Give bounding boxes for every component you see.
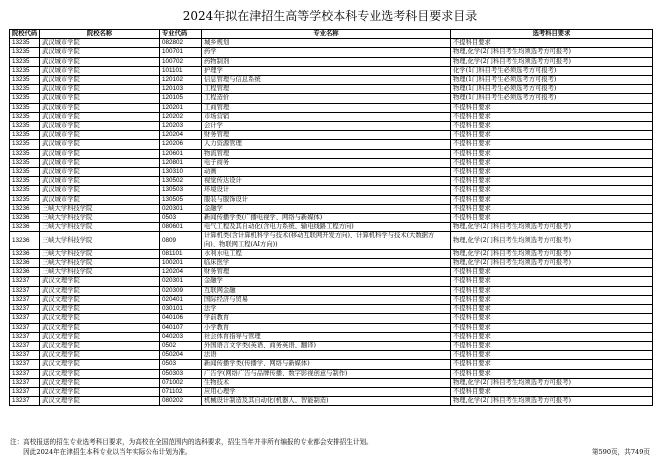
- requirement-cell: 不提科目要求: [451, 332, 653, 341]
- requirement-cell: 不提科目要求: [451, 295, 653, 304]
- requirement-cell: 不提科目要求: [451, 168, 653, 177]
- table-row: [10, 259, 653, 268]
- school-name-cell: 三峡大学科技学院: [40, 249, 160, 258]
- school-code-cell: 13237: [10, 397, 40, 406]
- major-name-cell: 新闻传播学类(广播电视学、网络与新媒体): [202, 214, 451, 223]
- major-code-cell: 040203: [160, 332, 202, 341]
- requirement-cell: 不提科目要求: [451, 268, 653, 277]
- school-name-cell: 武汉文理学院: [40, 295, 160, 304]
- major-code-cell: 130502: [160, 177, 202, 186]
- school-name-cell: 武汉城市学院: [40, 140, 160, 149]
- school-name-cell: 武汉文理学院: [40, 360, 160, 369]
- major-code-cell: 100201: [160, 259, 202, 268]
- major-name-cell: 计算机类(含计算机科学与技术(移动互联网开发方向)、计算机科学与技术(大数据方向)、物联网工程(AI方向)): [202, 232, 451, 249]
- requirement-cell: 不提科目要求: [451, 177, 653, 186]
- school-name-cell: 武汉文理学院: [40, 397, 160, 406]
- table-row: [10, 140, 653, 149]
- requirement-cell: 不提科目要求: [451, 103, 653, 112]
- footnote-line: 因此2024年在津招生本科专业以当年实际公布计划为准。: [10, 448, 192, 456]
- requirement-cell: 不提科目要求: [451, 112, 653, 121]
- requirement-cell: 不提科目要求: [451, 277, 653, 286]
- major-name-cell: 法语: [202, 351, 451, 360]
- major-code-cell: 020401: [160, 295, 202, 304]
- table-row: [10, 149, 653, 158]
- major-code-cell: 071002: [160, 378, 202, 387]
- school-name-cell: 武汉城市学院: [40, 39, 160, 48]
- major-code-cell: 080601: [160, 223, 202, 232]
- major-code-cell: 050303: [160, 369, 202, 378]
- school-name-cell: 武汉城市学院: [40, 195, 160, 204]
- major-name-cell: 生物技术: [202, 378, 451, 387]
- school-code-cell: 13236: [10, 268, 40, 277]
- table-row: [10, 112, 653, 121]
- requirement-cell: 不提科目要求: [451, 186, 653, 195]
- major-name-cell: 临床医学: [202, 259, 451, 268]
- requirement-cell: 不提科目要求: [451, 122, 653, 131]
- school-code-cell: 13237: [10, 332, 40, 341]
- table-row: [10, 305, 653, 314]
- major-code-cell: 120801: [160, 158, 202, 167]
- table-row: [10, 341, 653, 350]
- table-row: [10, 57, 653, 66]
- school-code-cell: 13235: [10, 158, 40, 167]
- requirement-cell: 不提科目要求: [451, 195, 653, 204]
- major-name-cell: 水利水电工程: [202, 249, 451, 258]
- major-code-cell: 020301: [160, 277, 202, 286]
- major-code-cell: 040107: [160, 323, 202, 332]
- school-name-cell: 武汉文理学院: [40, 369, 160, 378]
- school-name-cell: 武汉城市学院: [40, 66, 160, 75]
- requirement-cell: 不提科目要求: [451, 387, 653, 396]
- school-name-cell: 三峡大学科技学院: [40, 268, 160, 277]
- major-code-cell: 100702: [160, 57, 202, 66]
- header-major-name: 专业名称: [202, 30, 451, 39]
- table-row: [10, 85, 653, 94]
- school-name-cell: 三峡大学科技学院: [40, 232, 160, 249]
- major-code-cell: 120202: [160, 112, 202, 121]
- major-code-cell: 120201: [160, 103, 202, 112]
- table-row: [10, 158, 653, 167]
- requirement-cell: 物理,化学(2门科目考生均须选考方可报考): [451, 232, 653, 249]
- table-row: [10, 39, 653, 48]
- major-name-cell: 互联网金融: [202, 286, 451, 295]
- school-code-cell: 13235: [10, 195, 40, 204]
- school-code-cell: 13237: [10, 351, 40, 360]
- table-row: [10, 168, 653, 177]
- school-code-cell: 13235: [10, 76, 40, 85]
- school-code-cell: 13235: [10, 186, 40, 195]
- school-name-cell: 武汉文理学院: [40, 332, 160, 341]
- table-row: [10, 387, 653, 396]
- school-code-cell: 13235: [10, 140, 40, 149]
- school-code-cell: 13235: [10, 57, 40, 66]
- school-name-cell: 武汉城市学院: [40, 57, 160, 66]
- school-code-cell: 13235: [10, 131, 40, 140]
- major-name-cell: 小学教育: [202, 323, 451, 332]
- major-name-cell: 财务管理: [202, 131, 451, 140]
- requirement-cell: 不提科目要求: [451, 204, 653, 213]
- requirement-cell: 不提科目要求: [451, 305, 653, 314]
- requirement-cell: 不提科目要求: [451, 39, 653, 48]
- major-code-cell: 120206: [160, 140, 202, 149]
- requirement-cell: 不提科目要求: [451, 286, 653, 295]
- major-code-cell: 130503: [160, 186, 202, 195]
- major-name-cell: 工程造价: [202, 94, 451, 103]
- school-code-cell: 13237: [10, 369, 40, 378]
- requirement-cell: 物理,化学(2门科目考生均须选考方可报考): [451, 259, 653, 268]
- table-row: [10, 268, 653, 277]
- page-number: 第590页，共749页: [591, 448, 650, 456]
- table-row: [10, 314, 653, 323]
- school-name-cell: 三峡大学科技学院: [40, 259, 160, 268]
- school-code-cell: 13236: [10, 204, 40, 213]
- major-name-cell: 市场营销: [202, 112, 451, 121]
- major-name-cell: 药物制剂: [202, 57, 451, 66]
- major-code-cell: 130505: [160, 195, 202, 204]
- table-row: [10, 249, 653, 258]
- table-row: [10, 186, 653, 195]
- major-name-cell: 工程管理: [202, 85, 451, 94]
- table-row: [10, 66, 653, 75]
- school-name-cell: 武汉城市学院: [40, 131, 160, 140]
- requirements-table: [9, 29, 653, 406]
- major-code-cell: 0503: [160, 360, 202, 369]
- major-code-cell: 0503: [160, 214, 202, 223]
- table-row: [10, 232, 653, 249]
- header-major-code: 专业代码: [160, 30, 202, 39]
- school-name-cell: 武汉文理学院: [40, 378, 160, 387]
- major-name-cell: 外国语言文学类(英语、商务英语、翻译): [202, 341, 451, 350]
- school-code-cell: 13235: [10, 39, 40, 48]
- table-row: [10, 223, 653, 232]
- requirement-cell: 不提科目要求: [451, 214, 653, 223]
- major-code-cell: 030101: [160, 305, 202, 314]
- school-code-cell: 13237: [10, 295, 40, 304]
- school-code-cell: 13237: [10, 286, 40, 295]
- major-code-cell: 120105: [160, 94, 202, 103]
- school-code-cell: 13237: [10, 387, 40, 396]
- school-code-cell: 13237: [10, 305, 40, 314]
- major-name-cell: 视觉传达设计: [202, 177, 451, 186]
- table-row: [10, 204, 653, 213]
- major-code-cell: 050204: [160, 351, 202, 360]
- table-row: [10, 103, 653, 112]
- header-school-name: 院校名称: [40, 30, 160, 39]
- table-row: [10, 323, 653, 332]
- school-name-cell: 武汉城市学院: [40, 76, 160, 85]
- table-row: [10, 48, 653, 57]
- school-code-cell: 13237: [10, 341, 40, 350]
- major-name-cell: 国际经济与贸易: [202, 295, 451, 304]
- major-code-cell: 100701: [160, 48, 202, 57]
- major-code-cell: 082802: [160, 39, 202, 48]
- table-row: [10, 214, 653, 223]
- school-name-cell: 武汉文理学院: [40, 286, 160, 295]
- major-name-cell: 广告学(网络广告与品牌传播、数字影视创意与制作): [202, 369, 451, 378]
- school-code-cell: 13237: [10, 314, 40, 323]
- school-code-cell: 13236: [10, 232, 40, 249]
- school-name-cell: 武汉城市学院: [40, 94, 160, 103]
- requirement-cell: 物理,化学(2门科目考生均须选考方可报考): [451, 223, 653, 232]
- major-name-cell: 会计学: [202, 122, 451, 131]
- footnote: [10, 437, 570, 457]
- requirement-cell: 不提科目要求: [451, 158, 653, 167]
- table-row: [10, 277, 653, 286]
- major-code-cell: 0809: [160, 232, 202, 249]
- table-row: [10, 286, 653, 295]
- school-code-cell: 13237: [10, 277, 40, 286]
- school-name-cell: 武汉城市学院: [40, 186, 160, 195]
- requirement-cell: 不提科目要求: [451, 140, 653, 149]
- table-header-row: [10, 30, 653, 39]
- major-code-cell: 120203: [160, 122, 202, 131]
- school-code-cell: 13235: [10, 149, 40, 158]
- requirement-cell: 不提科目要求: [451, 323, 653, 332]
- school-name-cell: 武汉城市学院: [40, 122, 160, 131]
- requirement-cell: 物理,化学(2门科目考生均须选考方可报考): [451, 57, 653, 66]
- school-code-cell: 13236: [10, 223, 40, 232]
- school-code-cell: 13236: [10, 249, 40, 258]
- requirement-cell: 不提科目要求: [451, 369, 653, 378]
- school-name-cell: 武汉城市学院: [40, 112, 160, 121]
- requirement-cell: 物理(1门科目考生必须选考方可报考): [451, 76, 653, 85]
- school-code-cell: 13235: [10, 48, 40, 57]
- table-row: [10, 351, 653, 360]
- major-name-cell: 动画: [202, 168, 451, 177]
- school-code-cell: 13235: [10, 112, 40, 121]
- school-code-cell: 13237: [10, 360, 40, 369]
- school-name-cell: 武汉文理学院: [40, 277, 160, 286]
- major-code-cell: 120102: [160, 76, 202, 85]
- footnote-line: 注：高校报送的招生专业选考科目要求，为高校在全国范围内的选科要求，招生当年并非所有编报的专业都会安排招生计划。: [10, 438, 373, 446]
- table-row: [10, 177, 653, 186]
- school-code-cell: 13235: [10, 103, 40, 112]
- school-name-cell: 武汉城市学院: [40, 158, 160, 167]
- major-name-cell: 新闻传播学类(传播学、网络与新媒体): [202, 360, 451, 369]
- school-code-cell: 13235: [10, 66, 40, 75]
- school-name-cell: 三峡大学科技学院: [40, 223, 160, 232]
- major-name-cell: 物流管理: [202, 149, 451, 158]
- requirement-cell: 不提科目要求: [451, 341, 653, 350]
- school-code-cell: 13235: [10, 177, 40, 186]
- school-code-cell: 13236: [10, 214, 40, 223]
- major-code-cell: 080202: [160, 397, 202, 406]
- school-name-cell: 三峡大学科技学院: [40, 214, 160, 223]
- requirement-cell: 物理(1门科目考生必须选考方可报考): [451, 85, 653, 94]
- requirement-cell: 不提科目要求: [451, 314, 653, 323]
- header-school-code: 院校代码: [10, 30, 40, 39]
- school-code-cell: 13235: [10, 85, 40, 94]
- major-code-cell: 130310: [160, 168, 202, 177]
- table-row: [10, 122, 653, 131]
- requirement-cell: 不提科目要求: [451, 360, 653, 369]
- major-code-cell: 120103: [160, 85, 202, 94]
- requirement-cell: 化学(1门科目考生必须选考方可报考): [451, 66, 653, 75]
- major-code-cell: 120204: [160, 268, 202, 277]
- requirement-cell: 物理,化学(2门科目考生均须选考方可报考): [451, 48, 653, 57]
- school-name-cell: 武汉文理学院: [40, 314, 160, 323]
- table-row: [10, 369, 653, 378]
- major-name-cell: 机械设计制造及其自动化(机器人、智能制造): [202, 397, 451, 406]
- major-name-cell: 学前教育: [202, 314, 451, 323]
- major-name-cell: 药学: [202, 48, 451, 57]
- major-code-cell: 081101: [160, 249, 202, 258]
- major-name-cell: 金融学: [202, 277, 451, 286]
- school-name-cell: 武汉文理学院: [40, 341, 160, 350]
- school-name-cell: 三峡大学科技学院: [40, 204, 160, 213]
- major-code-cell: 120601: [160, 149, 202, 158]
- school-name-cell: 武汉文理学院: [40, 323, 160, 332]
- major-code-cell: 040106: [160, 314, 202, 323]
- table-row: [10, 295, 653, 304]
- table-row: [10, 378, 653, 387]
- major-name-cell: 应用心理学: [202, 387, 451, 396]
- requirement-cell: 物理,化学(2门科目考生均须选考方可报考): [451, 397, 653, 406]
- major-name-cell: 电子商务: [202, 158, 451, 167]
- school-code-cell: 13237: [10, 323, 40, 332]
- table-row: [10, 397, 653, 406]
- school-name-cell: 武汉文理学院: [40, 351, 160, 360]
- major-code-cell: 020309: [160, 286, 202, 295]
- requirement-cell: 物理(1门科目考生必须选考方可报考): [451, 94, 653, 103]
- major-name-cell: 金融学: [202, 204, 451, 213]
- major-code-cell: 0502: [160, 341, 202, 350]
- major-name-cell: 信息管理与信息系统: [202, 76, 451, 85]
- school-name-cell: 武汉城市学院: [40, 48, 160, 57]
- school-code-cell: 13235: [10, 122, 40, 131]
- school-name-cell: 武汉城市学院: [40, 177, 160, 186]
- major-code-cell: 101101: [160, 66, 202, 75]
- requirement-cell: 不提科目要求: [451, 351, 653, 360]
- school-code-cell: 13237: [10, 378, 40, 387]
- school-code-cell: 13235: [10, 168, 40, 177]
- page-title: 2024年拟在津招生高等学校本科专业选考科目要求目录: [182, 9, 478, 23]
- school-name-cell: 武汉城市学院: [40, 85, 160, 94]
- school-name-cell: 武汉城市学院: [40, 149, 160, 158]
- major-name-cell: 人力资源管理: [202, 140, 451, 149]
- major-name-cell: 环境设计: [202, 186, 451, 195]
- major-name-cell: 社会体育指导与管理: [202, 332, 451, 341]
- major-name-cell: 城乡规划: [202, 39, 451, 48]
- header-subject-requirement: 选考科目要求: [451, 30, 653, 39]
- major-name-cell: 财务管理: [202, 268, 451, 277]
- table-row: [10, 332, 653, 341]
- major-name-cell: 护理学: [202, 66, 451, 75]
- school-code-cell: 13235: [10, 94, 40, 103]
- school-name-cell: 武汉文理学院: [40, 305, 160, 314]
- major-name-cell: 工商管理: [202, 103, 451, 112]
- requirement-cell: 不提科目要求: [451, 131, 653, 140]
- school-name-cell: 武汉文理学院: [40, 387, 160, 396]
- table-row: [10, 131, 653, 140]
- major-code-cell: 120204: [160, 131, 202, 140]
- major-code-cell: 071102: [160, 387, 202, 396]
- table-row: [10, 94, 653, 103]
- table-row: [10, 360, 653, 369]
- school-name-cell: 武汉城市学院: [40, 103, 160, 112]
- requirement-cell: 物理,化学(2门科目考生均须选考方可报考): [451, 249, 653, 258]
- school-name-cell: 武汉城市学院: [40, 168, 160, 177]
- school-code-cell: 13236: [10, 259, 40, 268]
- major-name-cell: 电气工程及其自动化(含电力系统、输电线路工程方向): [202, 223, 451, 232]
- table-row: [10, 195, 653, 204]
- requirement-cell: 不提科目要求: [451, 149, 653, 158]
- major-name-cell: 法学: [202, 305, 451, 314]
- requirement-cell: 物理,化学(2门科目考生均须选考方可报考): [451, 378, 653, 387]
- major-code-cell: 020301: [160, 204, 202, 213]
- major-name-cell: 服装与服饰设计: [202, 195, 451, 204]
- table-row: [10, 76, 653, 85]
